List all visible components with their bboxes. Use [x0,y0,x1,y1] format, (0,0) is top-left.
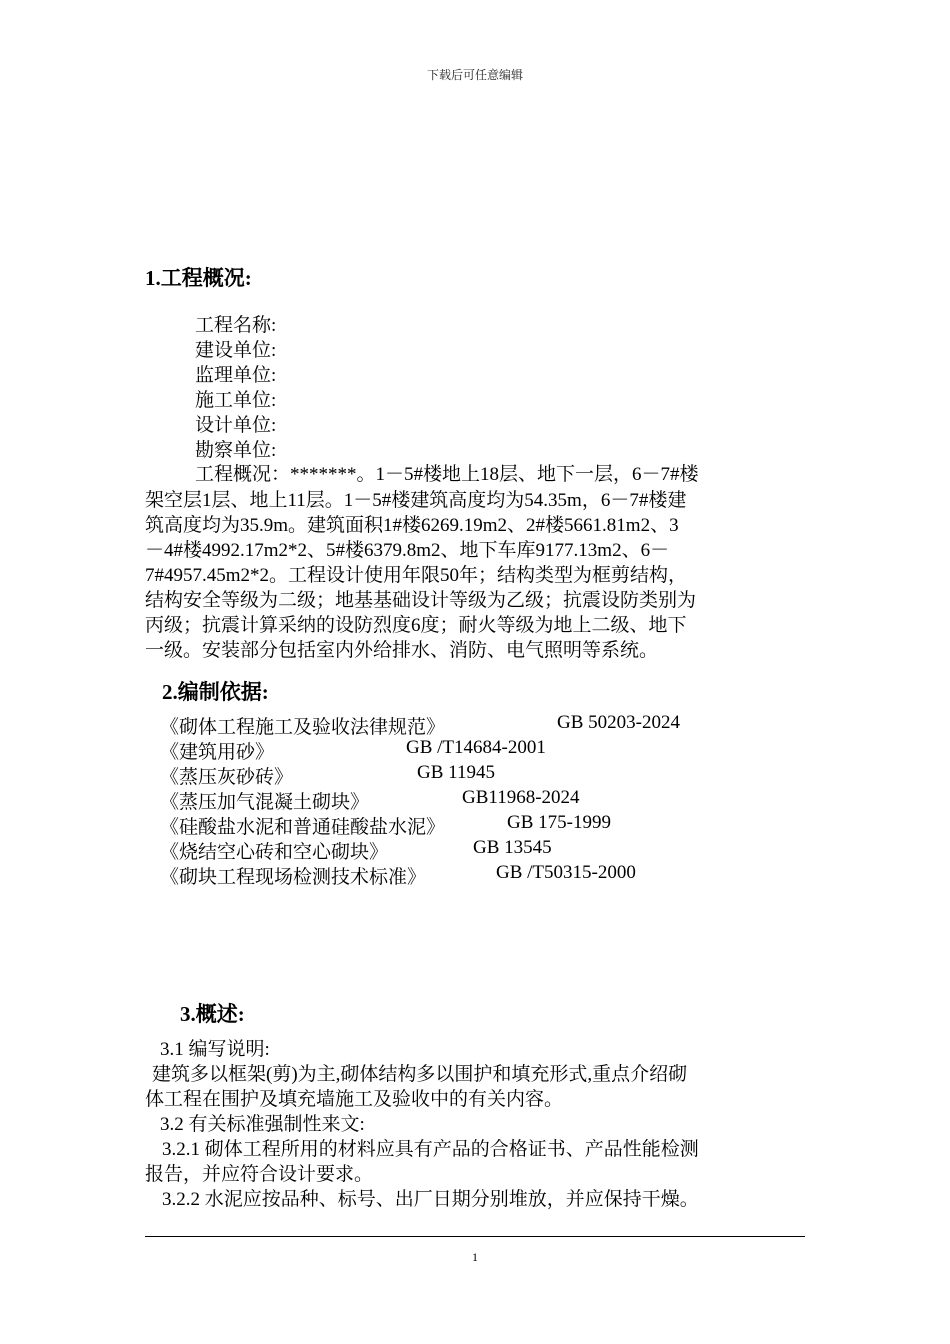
overview-line: 丙级；抗震计算采纳的设防烈度6度；耐火等级为地上二级、地下 [145,615,687,636]
reference-item [160,812,800,837]
reference-item [160,737,800,762]
item-3-2-1-line: 3.2.1 砌体工程所用的材料应具有产品的合格证书、产品性能检测 [162,1139,699,1160]
section3-heading: 3.概述: [180,1002,245,1026]
reference-item [160,787,800,812]
reference-code: GB11968-2024 [462,787,580,808]
reference-title: 《砌体工程施工及验收法律规范》 [160,717,446,738]
header-note: 下载后可任意编辑 [426,68,523,82]
field-contractor: 施工单位: [195,390,277,411]
reference-code: GB /T50315-2000 [496,862,636,883]
reference-title: 《硅酸盐水泥和普通硅酸盐水泥》 [160,817,446,838]
subsection-3-2-title: 3.2 有关标准强制性来文: [160,1114,365,1135]
subsection-3-1-title: 3.1 编写说明: [160,1039,270,1060]
footer-divider [145,1236,805,1237]
section1-heading: 1.工程概况: [145,266,252,290]
overview-line: 一级。安装部分包括室内外给排水、消防、电气照明等系统。 [145,640,659,661]
reference-title: 《蒸压灰砂砖》 [160,767,294,788]
overview-line: 7#4957.45m2*2。工程设计使用年限50年；结构类型为框剪结构， [145,565,688,586]
reference-code: GB /T14684-2001 [406,737,546,758]
field-supervisor: 监理单位: [195,365,277,386]
reference-item [160,712,800,737]
reference-code: GB 50203-2024 [557,712,680,733]
overview-line: －4#楼4992.17m2*2、5#楼6379.8m2、地下车库9177.13m2、6－ [145,540,670,561]
item-3-2-1-line: 报告，并应符合设计要求。 [145,1164,374,1185]
field-project-name: 工程名称: [195,315,277,336]
reference-title: 《建筑用砂》 [160,742,275,763]
field-owner: 建设单位: [195,340,277,361]
page-number: 1 [472,1250,478,1264]
reference-code: GB 13545 [473,837,552,858]
item-3-2-2-line: 3.2.2 水泥应按品种、标号、出厂日期分别堆放，并应保持干燥。 [162,1189,699,1210]
section2-heading: 2.编制依据: [162,680,269,704]
reference-title: 《烧结空心砖和空心砌块》 [160,842,389,863]
overview-line: 筑高度均为35.9m。建筑面积1#楼6269.19m2、2#楼5661.81m2、3 [145,515,679,536]
reference-item [160,762,800,787]
field-surveyor: 勘察单位: [195,440,277,461]
field-designer: 设计单位: [195,415,277,436]
subsection-3-1-line: 体工程在围护及填充墙施工及验收中的有关内容。 [145,1089,564,1110]
reference-code: GB 175-1999 [507,812,611,833]
overview-line: 工程概况：*******。1－5#楼地上18层、地下一层，6－7#楼 [195,464,699,485]
overview-line: 架空层1层、地上11层。1－5#楼建筑高度均为54.35m，6－7#楼建 [145,490,687,511]
overview-line: 结构安全等级为二级；地基基础设计等级为乙级；抗震设防类别为 [145,590,697,611]
reference-title: 《蒸压加气混凝土砌块》 [160,792,370,813]
reference-item [160,862,800,887]
reference-item [160,837,800,862]
subsection-3-1-line: 建筑多以框架(剪)为主,砌体结构多以围护和填充形式,重点介绍砌 [152,1064,688,1085]
reference-title: 《砌块工程现场检测技术标准》 [160,867,427,888]
reference-code: GB 11945 [417,762,495,783]
